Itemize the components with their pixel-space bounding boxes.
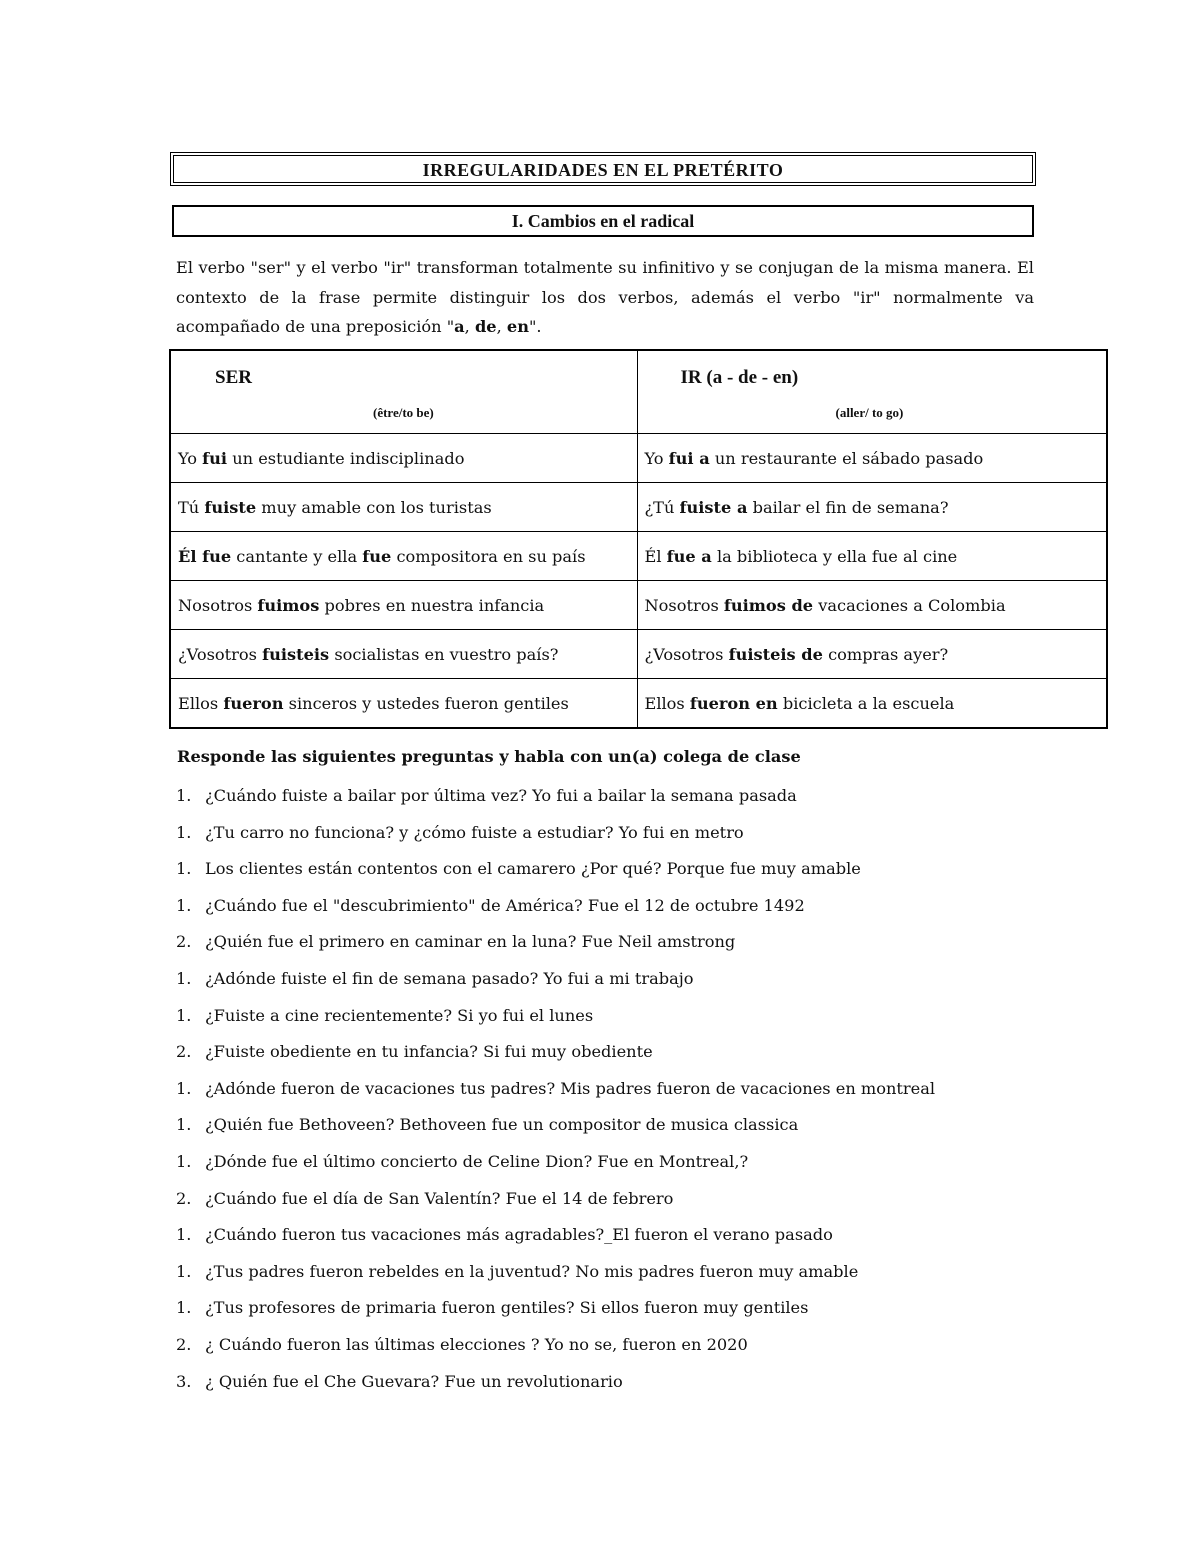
list-item: [176, 1225, 935, 1262]
list-text: ¿Quién fue el primero en caminar en la luna? Fue Neil amstrong: [205, 932, 736, 952]
questions-title: Responde las siguientes preguntas y habla con un(a) colega de clase: [177, 747, 801, 766]
cell-text: un restaurante el sábado pasado: [709, 448, 984, 468]
cell-text: ¿Vosotros: [178, 644, 263, 664]
section-heading: [172, 205, 1034, 237]
cell-text: bicicleta a la escuela: [777, 693, 955, 713]
list-item: [176, 1006, 935, 1043]
cell-text: Ellos: [178, 693, 224, 713]
cell-verb: fuiste: [204, 497, 257, 517]
intro-text: El verbo "ser" y el verbo "ir" transforman totalmente su infinitivo y se conjugan de la misma manera. El contexto de la frase permite distinguir los dos verbos, además el verbo "ir" normalmente va acompañado de una preposición ": [176, 258, 1034, 336]
intro-prep-en: en: [506, 317, 529, 336]
table-row: [170, 581, 1107, 630]
list-text: ¿Dónde fue el último concierto de Celine Dion? Fue en Montreal,?: [205, 1151, 749, 1171]
list-item: [176, 1298, 935, 1335]
list-number: 1.: [176, 968, 192, 988]
ir-cell: [637, 483, 1107, 532]
cell-text: ¿Vosotros: [644, 644, 729, 664]
list-text: ¿Cuándo fue el "descubrimiento" de América? Fue el 12 de octubre 1492: [205, 895, 805, 915]
cell-text: Tú: [178, 497, 205, 517]
list-item: [176, 969, 935, 1006]
list-item: [176, 1079, 935, 1116]
cell-verb: fuimos: [257, 595, 320, 615]
list-text: ¿ Quién fue el Che Guevara? Fue un revolutionario: [205, 1371, 623, 1391]
cell-verb: fue: [362, 546, 392, 566]
list-item: [176, 1042, 935, 1079]
cell-text: compras ayer?: [822, 644, 949, 664]
list-number: 2.: [176, 1042, 192, 1062]
list-text: ¿ Cuándo fueron las últimas elecciones ? Yo no se, fueron en 2020: [205, 1334, 748, 1354]
list-item: [176, 823, 935, 860]
cell-verb: fue a: [666, 546, 712, 566]
cell-text: la biblioteca y ella fue al cine: [711, 546, 958, 566]
cell-text: un estudiante indisciplinado: [227, 448, 465, 468]
list-number: 1.: [176, 1005, 192, 1025]
intro-paragraph: [176, 253, 1034, 342]
ser-cell: [170, 581, 637, 630]
cell-verb: fui: [202, 448, 228, 468]
table-row: [170, 434, 1107, 483]
ser-cell: [170, 679, 637, 729]
table-row: [170, 630, 1107, 679]
cell-text: ¿Tú: [644, 497, 680, 517]
list-item: [176, 1262, 935, 1299]
list-item: [176, 859, 935, 896]
ser-cell: [170, 483, 637, 532]
list-number: 2.: [176, 932, 192, 952]
cell-verb: fuimos de: [723, 595, 814, 615]
table-header-row: [170, 350, 1107, 434]
cell-text: bailar el fin de semana?: [747, 497, 949, 517]
header-ser-sub: (être/to be): [373, 405, 434, 420]
intro-end: ".: [528, 317, 542, 336]
list-text: ¿Cuándo fue el día de San Valentín? Fue el 14 de febrero: [205, 1188, 674, 1208]
cell-verb: fuiste a: [679, 497, 748, 517]
header-ser: [170, 350, 637, 434]
list-item: [176, 786, 935, 823]
list-text: ¿Adónde fueron de vacaciones tus padres? Mis padres fueron de vacaciones en montreal: [205, 1078, 936, 1098]
table-row: [170, 679, 1107, 729]
intro-sep-2: ,: [496, 317, 507, 336]
cell-verb: fuisteis: [262, 644, 330, 664]
list-text: ¿Tus profesores de primaria fueron gentiles? Si ellos fueron muy gentiles: [205, 1298, 809, 1318]
header-ir-title: IR (a - de - en): [680, 367, 799, 388]
cell-text: socialistas en vuestro país?: [329, 644, 559, 664]
list-number: 3.: [176, 1371, 192, 1391]
header-ir: [637, 350, 1107, 434]
list-number: 1.: [176, 1298, 192, 1318]
cell-text: vacaciones a Colombia: [813, 595, 1006, 615]
cell-verb: fuisteis de: [728, 644, 823, 664]
cell-text: Él: [644, 546, 667, 566]
header-ser-title: SER: [215, 367, 252, 388]
intro-prep-a: a: [454, 317, 465, 336]
list-text: ¿Adónde fuiste el fin de semana pasado? Yo fui a mi trabajo: [205, 968, 694, 988]
list-number: 1.: [176, 895, 192, 915]
table-row: [170, 532, 1107, 581]
conjugation-table: [169, 349, 1108, 729]
table-row: [170, 483, 1107, 532]
ir-cell: [637, 532, 1107, 581]
document-title: [170, 152, 1036, 186]
list-text: Los clientes están contentos con el camarero ¿Por qué? Porque fue muy amable: [205, 859, 861, 879]
list-number: 2.: [176, 1188, 192, 1208]
list-text: ¿Fuiste obediente en tu infancia? Si fui muy obediente: [205, 1042, 653, 1062]
intro-sep-1: ,: [464, 317, 475, 336]
cell-text: muy amable con los turistas: [256, 497, 492, 517]
list-text: ¿Tus padres fueron rebeldes en la juventud? No mis padres fueron muy amable: [205, 1261, 859, 1281]
header-ir-sub: (aller/ to go): [835, 405, 904, 420]
ser-cell: [170, 434, 637, 483]
cell-verb: Él fue: [178, 546, 232, 566]
cell-text: Yo: [178, 448, 203, 468]
list-item: [176, 1189, 935, 1226]
cell-verb: fui a: [668, 448, 710, 468]
list-number: 1.: [176, 1151, 192, 1171]
list-item: [176, 1152, 935, 1189]
ser-cell: [170, 630, 637, 679]
questions-list: [176, 786, 935, 1408]
list-item: [176, 896, 935, 933]
list-number: 1.: [176, 786, 192, 805]
cell-text: pobres en nuestra infancia: [319, 595, 545, 615]
cell-text: Ellos: [644, 693, 690, 713]
cell-verb: fueron: [223, 693, 284, 713]
list-text: ¿Quién fue Bethoveen? Bethoveen fue un compositor de musica classica: [205, 1115, 799, 1135]
list-text: ¿Cuándo fueron tus vacaciones más agradables?_El fueron el verano pasado: [205, 1225, 833, 1245]
intro-prep-de: de: [474, 317, 497, 336]
ir-cell: [637, 434, 1107, 483]
cell-verb: fueron en: [689, 693, 778, 713]
cell-text: Yo: [644, 448, 669, 468]
cell-text: sinceros y ustedes fueron gentiles: [283, 693, 569, 713]
list-text: ¿Tu carro no funciona? y ¿cómo fuiste a estudiar? Yo fui en metro: [205, 822, 744, 842]
list-number: 1.: [176, 859, 192, 879]
document-title-text: IRREGULARIDADES EN EL PRETÉRITO: [422, 159, 784, 180]
list-number: 1.: [176, 1225, 192, 1245]
list-text: ¿Fuiste a cine recientemente? Si yo fui el lunes: [205, 1005, 594, 1025]
ser-cell: [170, 532, 637, 581]
ir-cell: [637, 630, 1107, 679]
cell-text: Nosotros: [644, 595, 724, 615]
list-number: 1.: [176, 1261, 192, 1281]
cell-text: Nosotros: [178, 595, 258, 615]
list-item: [176, 1335, 935, 1372]
list-item: [176, 1372, 935, 1409]
list-number: 1.: [176, 1115, 192, 1135]
section-heading-text: I. Cambios en el radical: [511, 210, 695, 231]
list-item: [176, 1115, 935, 1152]
list-number: 1.: [176, 822, 192, 842]
cell-text: cantante y ella: [231, 546, 363, 566]
list-item: [176, 932, 935, 969]
list-number: 1.: [176, 1078, 192, 1098]
ir-cell: [637, 679, 1107, 729]
cell-text: compositora en su país: [391, 546, 586, 566]
list-text: ¿Cuándo fuiste a bailar por última vez? Yo fui a bailar la semana pasada: [205, 786, 797, 805]
ir-cell: [637, 581, 1107, 630]
list-number: 2.: [176, 1334, 192, 1354]
